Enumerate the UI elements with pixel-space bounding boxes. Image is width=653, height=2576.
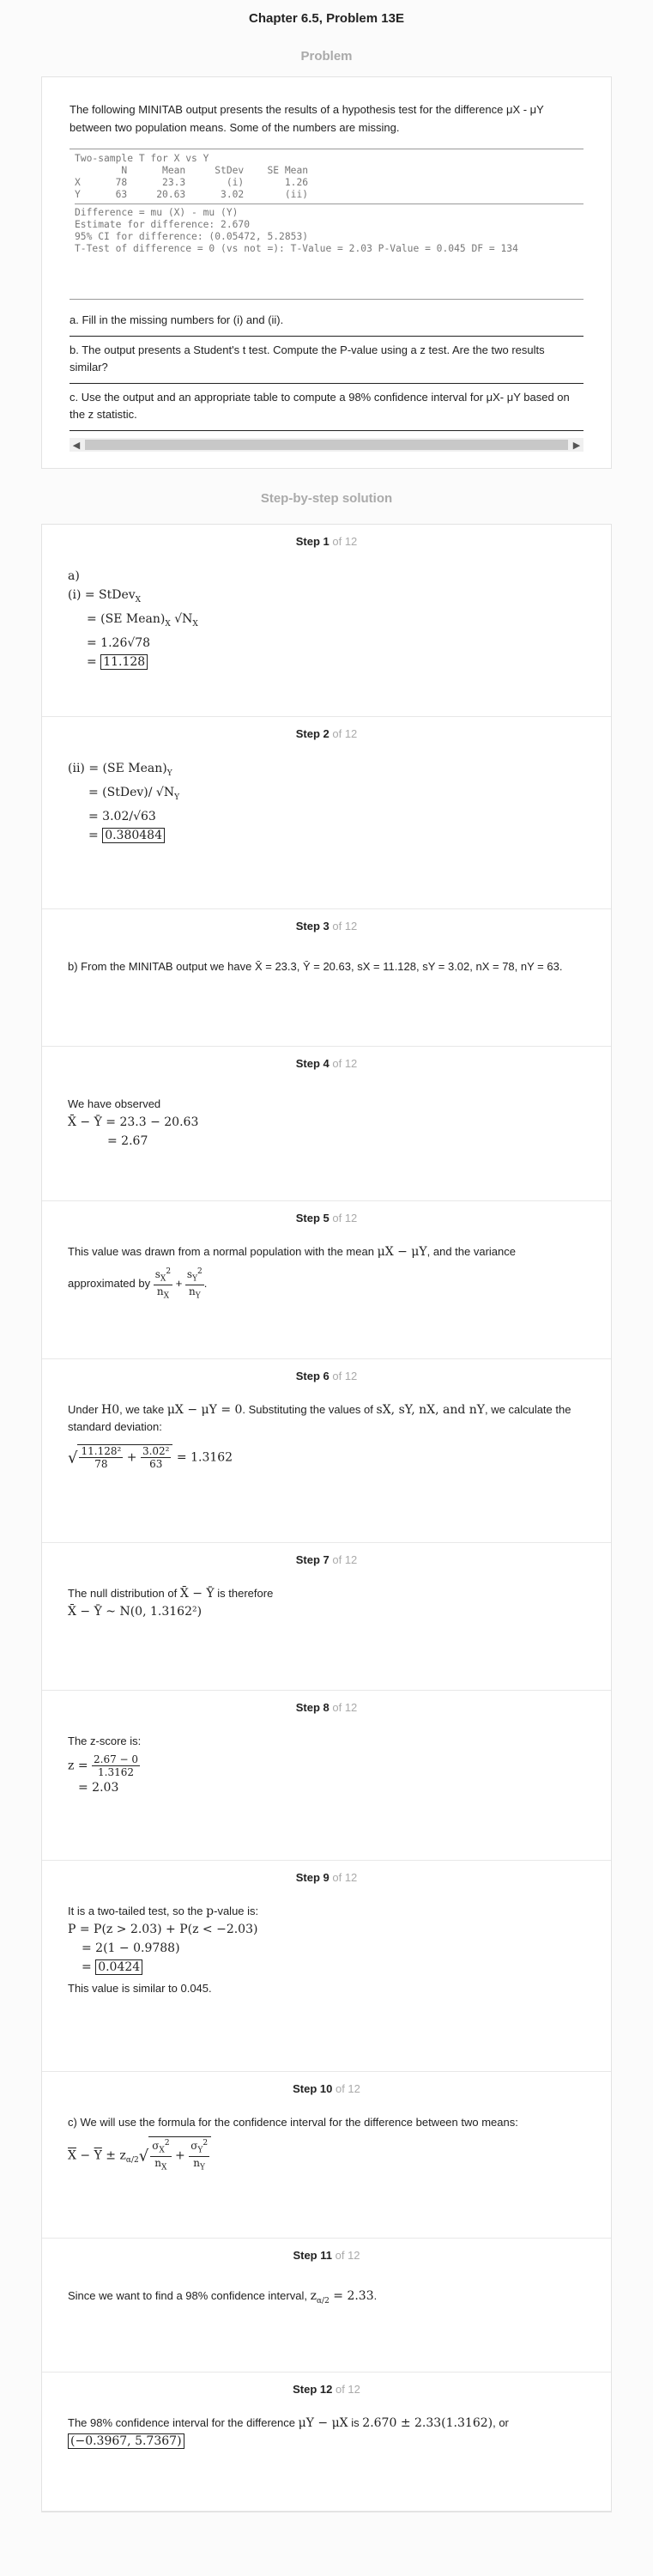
minitab-line: Difference = mu (X) - mu (Y) <box>75 207 239 218</box>
math-inline: z = <box>68 1759 88 1773</box>
minitab-title: Two-sample T for X vs Y <box>75 153 209 164</box>
math-line: P = P(z > 2.03) + P(z < −2.03) <box>68 1923 258 1936</box>
problem-heading: Problem <box>300 49 353 64</box>
math-line: √N <box>174 611 193 626</box>
step-2: Step 2 of 12 (ii) = (SE $Mean)_Y$ = (StDev)/ $√N_Y$ = 3.02/√63 = 0.380484 <box>42 717 611 909</box>
answer-box: (−0.3967, 5.7367) <box>68 2433 184 2449</box>
numerator: 2.67 − 0 <box>94 1753 139 1765</box>
math-line: = (StDev)/ √N <box>88 785 175 799</box>
subscript: X <box>192 619 198 629</box>
minitab-output <box>70 149 583 300</box>
math-line: = 3.02/√63 <box>88 809 156 823</box>
math-line: = 2.67 <box>107 1134 148 1148</box>
minitab-line: Estimate for difference: 2.670 <box>75 219 251 230</box>
step-7 <box>42 1543 611 1691</box>
subscript: X <box>135 595 142 605</box>
step-count: of 12 <box>332 535 358 548</box>
step-label: Step 7 <box>295 1553 330 1566</box>
step-text: , we calculate the standard deviation: <box>68 1403 571 1433</box>
step-count: of 12 <box>332 1370 358 1382</box>
step-text: , we take <box>119 1403 165 1416</box>
math-inline: z <box>310 2289 317 2303</box>
math-line: (ii) = (SE Mean) <box>68 762 167 775</box>
step-6: Step 6 of 12 Under H0, we take μX − μY = 0. Substituting the values of sX, sY, nX, and nY, we calculate the standard deviation: √ $\frac{\text{11.128²}}{78}$ + $\frac{\text{3.02²}}{63}$ = 1.3162 <box>42 1359 611 1543</box>
scroll-thumb[interactable] <box>85 440 568 450</box>
step-count: of 12 <box>332 1871 358 1884</box>
math-line: = 1.26√78 <box>87 635 151 650</box>
step-label: Step 11 <box>293 2249 332 2262</box>
step-count: of 12 <box>335 2082 360 2095</box>
variance-fraction-y: $\frac{s_Y^2}{n_Y}$ <box>186 1267 203 1301</box>
subscript: Y <box>174 793 180 802</box>
part-c: c. Use the output and an appropriate table to compute a 98% confidence interval for μX- μY based on the z statistic. <box>70 384 583 431</box>
step-count: of 12 <box>332 1553 358 1566</box>
step-text: The null distribution of <box>68 1587 178 1600</box>
subscript: X <box>165 619 171 629</box>
math-inline: μY − μX <box>298 2416 348 2430</box>
subscript: α/2 <box>316 2296 330 2306</box>
horizontal-scrollbar[interactable] <box>70 438 583 452</box>
step-count: of 12 <box>332 1057 358 1070</box>
subscript: Y <box>166 769 172 778</box>
math-inline: p <box>206 1905 215 1918</box>
math-inline: μX − μY <box>377 1245 427 1259</box>
math-line: = (SE Mean) <box>87 611 166 626</box>
part-a: a. Fill in the missing numbers for (i) and (ii). <box>70 307 583 337</box>
step-label: Step 1 <box>295 535 330 548</box>
minitab-row-y: Y 63 20.63 3.02 (ii) <box>75 189 309 200</box>
math-inline: μX − μY = 0 <box>166 1403 243 1417</box>
step-label: Step 9 <box>295 1871 330 1884</box>
minitab-line: T-Test of difference = 0 (vs not =): T-Value = 2.03 P-Value = 0.045 DF = 134 <box>75 243 518 254</box>
math-line: X̄ − Ȳ ~ N(0, 1.3162²) <box>68 1605 203 1619</box>
denominator: 1.3162 <box>98 1766 135 1778</box>
answer-box: 11.128 <box>100 654 148 670</box>
scroll-left-icon[interactable]: ◀ <box>72 440 81 451</box>
math-inline: sX, sY, nX, and nY <box>376 1403 486 1417</box>
step-text: , and the variance <box>426 1245 516 1258</box>
step-8 <box>42 1691 611 1861</box>
step-text: This value is similar to 0.045. <box>68 1982 212 1995</box>
step-text: c) We will use the formula for the confidence interval for the difference between two means: <box>68 2116 518 2129</box>
step-10 <box>42 2072 611 2239</box>
math-line: X̄ − Ȳ = 23.3 − 20.63 <box>68 1115 199 1129</box>
math-line: = 2(1 − 0.9788) <box>82 1941 180 1955</box>
step-label: Step 3 <box>295 920 330 933</box>
solution-heading: Step-by-step solution <box>260 491 393 506</box>
step-count: of 12 <box>335 2383 360 2396</box>
step-text: Since we want to find a 98% confidence interval, <box>68 2289 307 2302</box>
step-11: Step 11 of 12 Since we want to find a 98% confidence interval, $z_{\alpha/2} = 2.33$. <box>42 2239 611 2372</box>
step-label: Step 5 <box>295 1212 330 1224</box>
step-text: Under <box>68 1403 99 1416</box>
step-label: Step 10 <box>293 2082 333 2095</box>
step-3 <box>42 909 611 1047</box>
minitab-header-row: N Mean StDev SE Mean <box>75 165 309 176</box>
math-line: = 1.3162 <box>176 1450 233 1465</box>
problem-intro: The following MINITAB output presents the results of a hypothesis test for the difference μX - μY between two population means. Some of the numbers are missing. <box>70 103 544 134</box>
answer-box: 0.0424 <box>95 1959 142 1975</box>
math-inline: X̄ − Ȳ <box>179 1587 215 1601</box>
ci-formula: $\overline{X} - \overline{Y} \pm z_{\alpha/2}√$ $\frac{\sigma_X^2}{n_X}$ + $\frac{\sigma_Y^2}{n_Y}$ <box>68 2136 585 2174</box>
step-12 <box>42 2372 611 2512</box>
step-text: b) From the MINITAB output we have X̄ = 23.3, Ȳ = 20.63, sX = 11.128, sY = 3.02, nX = 78, nY = 63. <box>68 960 563 973</box>
step-count: of 12 <box>335 2249 360 2262</box>
math-inline: 2.670 ± 2.33(1.3162) <box>362 2416 493 2430</box>
step-label: Step 12 <box>293 2383 333 2396</box>
step-text: , or <box>493 2416 509 2429</box>
step-text: This value was drawn from a normal population with the mean <box>68 1245 374 1258</box>
math-line: (i) = StDev <box>68 588 136 602</box>
step-count: of 12 <box>332 727 358 740</box>
part-label: a) <box>68 569 80 583</box>
step-label: Step 4 <box>295 1057 330 1070</box>
step-count: of 12 <box>332 1212 358 1224</box>
step-count: of 12 <box>332 920 358 933</box>
step-text: -value is: <box>214 1905 259 1917</box>
step-5: Step 5 of 12 This value was drawn from a normal population with the mean μX − μY, and the variance approximated by $\frac{s_X^2}{n_X}$ + $\frac{s_Y^2}{n_Y}$ . <box>42 1201 611 1359</box>
answer-box: 0.380484 <box>102 828 165 843</box>
math-line: = 2.03 <box>78 1781 119 1795</box>
minitab-line: 95% CI for difference: (0.05472, 5.2853) <box>75 231 309 242</box>
page-title: Chapter 6.5, Problem 13E <box>249 11 404 26</box>
step-1: Step 1 of 12 a) (i) = StDev$_X$ = (SE $Mean)_X$ $√N_X$ = 1.26√78 = 11.128 <box>42 525 611 717</box>
step-text: We have observed <box>68 1097 161 1110</box>
variance-fraction-x: $\frac{s_X^2}{n_X}$ <box>154 1267 172 1301</box>
step-text: The z-score is: <box>68 1735 142 1747</box>
step-text: . Substituting the values of <box>242 1403 373 1416</box>
solution-card <box>41 524 612 2512</box>
step-label: Step 6 <box>295 1370 330 1382</box>
step-label: Step 8 <box>295 1701 330 1714</box>
part-b: b. The output presents a Student's t test. Compute the P-value using a z test. Are the two results similar? <box>70 337 583 384</box>
minitab-row-x: X 78 23.3 (i) 1.26 <box>75 177 309 188</box>
step-9: Step 9 of 12 It is a two-tailed test, so the p-value is: P = P(z > 2.03) + P(z < −2.03) = 2(1 − 0.9788) = 0.0424 This value is similar to 0.045. <box>42 1861 611 2072</box>
scroll-right-icon[interactable]: ▶ <box>572 440 581 451</box>
math-inline: = 2.33 <box>333 2289 374 2303</box>
step-count: of 12 <box>332 1701 358 1714</box>
step-text: is therefore <box>217 1587 274 1600</box>
math-inline: H0 <box>101 1403 120 1417</box>
step-text: It is a two-tailed test, so the <box>68 1905 203 1917</box>
step-text: approximated by <box>68 1276 151 1290</box>
step-text: The 98% confidence interval for the difference <box>68 2416 295 2429</box>
problem-card <box>41 76 612 469</box>
step-text: is <box>351 2416 360 2429</box>
step-label: Step 2 <box>295 727 330 740</box>
step-4 <box>42 1047 611 1201</box>
